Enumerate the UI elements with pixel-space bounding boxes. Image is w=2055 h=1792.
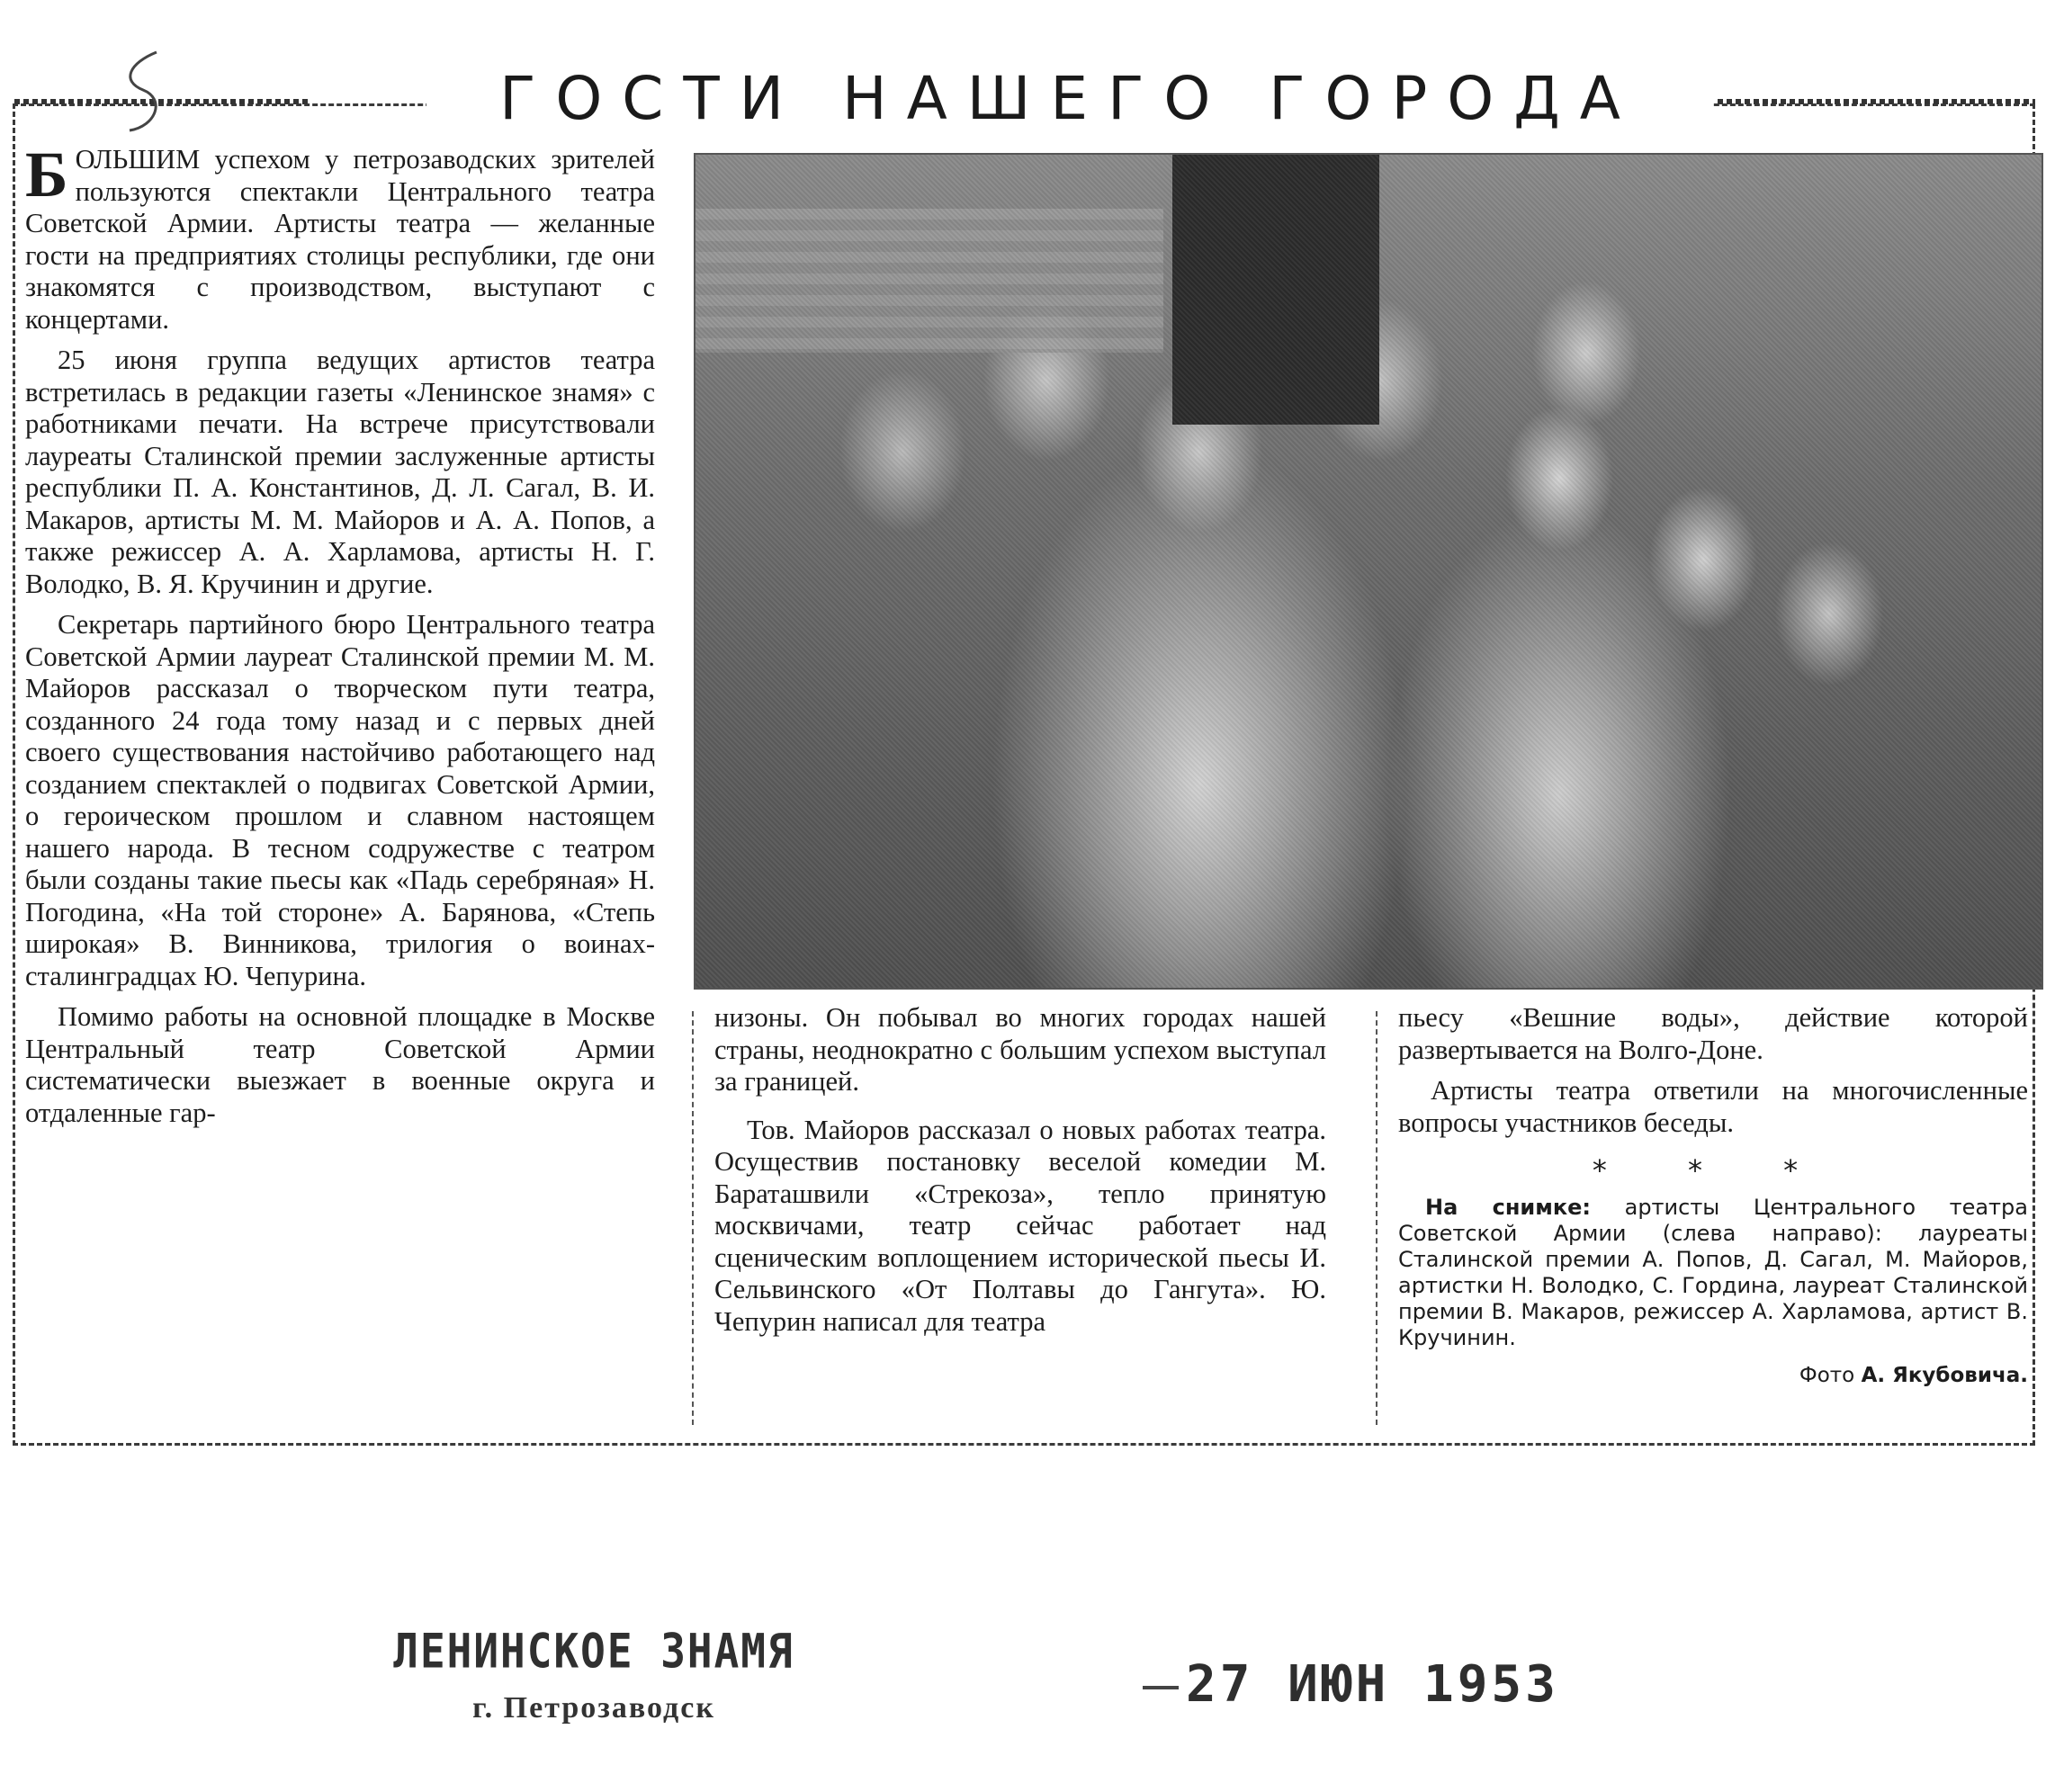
caption-text: артисты Центрального театра Советской Армии (слева направо): лауреаты Сталинской премии А. Попов, Д. Сагал, М. Майоров, артистки Н. Володко, С. Гордина, лауреат Сталинской премии В. Макаров, режиссер А. Харламова, артист В. Кручинин.: [1398, 1194, 2028, 1350]
article-column-2: [714, 1002, 1326, 1443]
caption-lead: На снимке:: [1425, 1194, 1592, 1220]
stamp-date: 27 ИЮН 1953: [1186, 1655, 1559, 1714]
section-stars: * * *: [1592, 1153, 1835, 1187]
article-column-1: [25, 139, 655, 1439]
stamp-newspaper-name: ЛЕНИНСКОЕ ЗНАМЯ: [393, 1622, 794, 1680]
date-stamp-dash: [1143, 1686, 1179, 1689]
column-divider-2: [1376, 1011, 1377, 1425]
photo-credit: Фото А. Якубовича.: [1799, 1363, 2028, 1387]
article-paragraph-6: Тов. Майоров рассказал о новых работах театра. Осуществив постановку веселой комедии М. Бараташвили «Стрекоза», тепло принятую москвичами, театр сейчас работает над сценическим воплощением исторической пьесы И. Сельвинского «От Полтавы до Гангута». Ю. Чепурин написал для театра: [714, 1114, 1326, 1337]
newspaper-clipping: [13, 54, 2039, 1447]
headline-row: [13, 54, 2039, 153]
column-divider-1: [692, 1011, 694, 1425]
group-photo: [694, 153, 2043, 990]
article-column-3: [1398, 1002, 2028, 1443]
article-paragraph-4: Помимо работы на основной площадке в Москве Центральный театр Советской Армии систематически выезжает в военные округа и отдаленные гар-: [25, 1001, 655, 1128]
photographer-name: А. Якубовича.: [1861, 1363, 2028, 1387]
headline: ГОСТИ НАШЕГО ГОРОДА: [426, 54, 1713, 144]
article-paragraph-7: пьесу «Вешние воды», действие которой развертывается на Волго-Доне.: [1398, 1002, 2028, 1065]
newspaper-stamp: [387, 1622, 801, 1743]
article-paragraph-1: БОЛЬШИМ успехом у петрозаводских зрителей пользуются спектакли Центрального театра Советской Армии. Артисты театра — желанные гости на предприятиях столицы республики, где они знакомятся с производством, выступают с концертами.: [25, 139, 655, 335]
date-stamp: [1143, 1655, 1593, 1727]
headline-rule-right: [1718, 99, 2035, 104]
article-paragraph-3: Секретарь партийного бюро Центрального театра Советской Армии лауреат Сталинской премии М. М. Майоров рассказал о творческом пути театра, созданного 24 года тому назад и с первых дней своего существования настойчиво работающего над созданием спектаклей о подвигах Советской Армии, о героическом прошлом и славном настоящем нашего народа. В тесном содружестве с театром были созданы такие пьесы как «Падь серебряная» Н. Погодина, «На той стороне» А. Барянова, «Степь широкая» В. Винникова, трилогия о воинах-сталинградцах Ю. Чепурина.: [25, 609, 655, 991]
article-paragraph-2: 25 июня группа ведущих артистов театра встретилась в редакции газеты «Ленинское знамя» с работниками печати. На встрече присутствовали лауреаты Сталинской премии заслуженные артисты республики П. А. Константинов, Д. Л. Сагал, В. И. Макаров, артисты М. М. Майоров и А. А. Попов, а также режиссер А. А. Харламова, артисты Н. Г. Володко, В. Я. Кручинин и другие.: [25, 345, 655, 599]
stamp-city: г. Петрозаводск: [472, 1691, 715, 1725]
photo-caption: [1398, 1195, 2028, 1351]
article-paragraph-8: Артисты театра ответили на многочисленные вопросы участников беседы.: [1398, 1075, 2028, 1138]
article-paragraph-5: низоны. Он побывал во многих городах нашей страны, неоднократно с большим успехом выступал за границей.: [714, 1002, 1326, 1097]
photo-grain: [695, 155, 2042, 988]
drop-cap: Б: [25, 139, 68, 211]
handwritten-mark-icon: [103, 45, 184, 144]
